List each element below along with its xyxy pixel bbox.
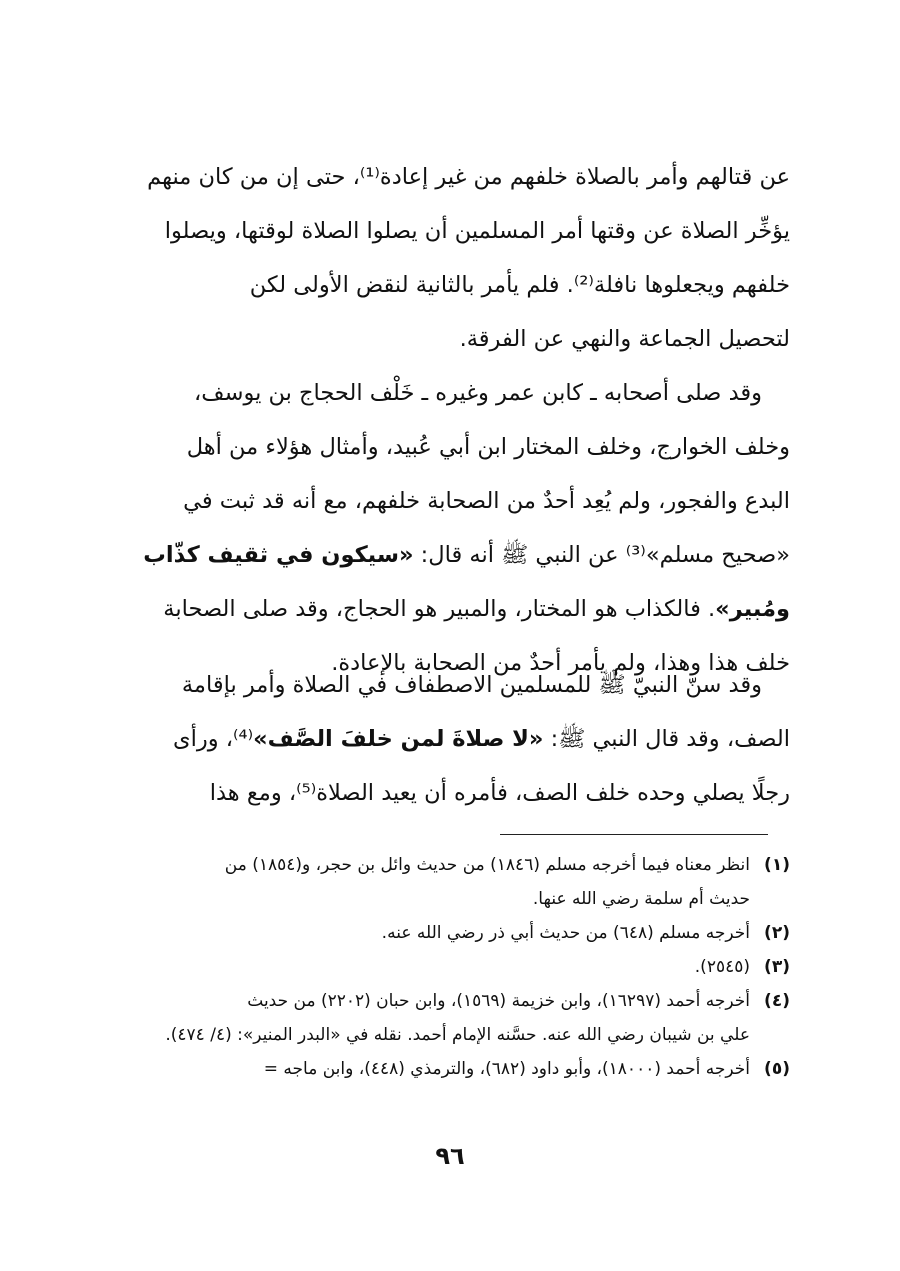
footnote-4-line-2: علي بن شيبان رضي الله عنه. حسَّنه الإمام أحمد. نقله في «البدر المنير»: (٤/ ٤٧٤). xyxy=(165,1025,750,1045)
paragraph-2-line-1: وقد صلى أصحابه ـ كابن عمر وغيره ـ خَلْف الحجاج بن يوسف، xyxy=(194,380,762,406)
footnote-5 xyxy=(104,1052,790,1086)
footnote-text xyxy=(104,848,750,916)
footnote-3-line-1: (٢٥٤٥). xyxy=(694,957,750,977)
paragraph-3-line-2-end: ⁽⁴⁾، ورأى xyxy=(172,726,254,752)
paragraph-3-line-1: وقد سنّ النبيّ ﷺ للمسلمين الاصطفاف في الصلاة وأمر بإقامة xyxy=(181,672,762,698)
paragraph-2 xyxy=(104,366,790,690)
footnote-1 xyxy=(104,848,790,916)
footnote-number: (٤) xyxy=(764,991,790,1011)
page-number: ٩٦ xyxy=(435,1142,465,1170)
paragraph-1-line-1: عن قتالهم وأمر بالصلاة خلفهم من غير إعادة⁽¹⁾، حتى إن من كان منهم xyxy=(147,164,790,190)
paragraph-1-line-3: خلفهم ويجعلوها نافلة⁽²⁾. فلم يأمر بالثانية لنقض الأولى لكن xyxy=(249,272,790,298)
paragraph-2-line-2: وخلف الخوارج، وخلف المختار ابن أبي عُبيد، وأمثال هؤلاء من أهل xyxy=(186,434,790,460)
footnote-divider xyxy=(500,834,768,835)
paragraph-2-line-3: البدع والفجور، ولم يُعِد أحدٌ من الصحابة خلفهم، مع أنه قد ثبت في xyxy=(183,488,790,514)
footnote-4-line-1: أخرجه أحمد (١٦٢٩٧)، وابن خزيمة (١٥٦٩)، وابن حبان (٢٢٠٢) من حديث xyxy=(247,991,750,1011)
paragraph-2-line-6: خلف هذا وهذا، ولم يأمر أحدٌ من الصحابة بالإعادة. xyxy=(331,650,790,676)
footnote-2 xyxy=(104,916,790,950)
paragraph-1-line-2: يؤخِّر الصلاة عن وقتها أمر المسلمين أن يصلوا الصلاة لوقتها، ويصلوا xyxy=(164,218,790,244)
footnote-1-line-1: انظر معناه فيما أخرجه مسلم (١٨٤٦) من حديث وائل بن حجر، و(١٨٥٤) من xyxy=(224,855,750,875)
paragraph-2-line-4-text: «صحيح مسلم»⁽³⁾ عن النبي ﷺ أنه قال: xyxy=(413,542,790,568)
paragraph-3 xyxy=(104,658,790,820)
paragraph-2-line-5 xyxy=(104,582,790,636)
hadith-quote-mubir: ومُبير» xyxy=(715,596,790,622)
footnote-text xyxy=(104,984,750,1052)
paragraph-2-line-4 xyxy=(104,528,790,582)
footnote-2-line-1: أخرجه مسلم (٦٤٨) من حديث أبي ذر رضي الله عنه. xyxy=(381,923,750,943)
paragraph-3-line-2-text: الصف، وقد قال النبي ﷺ: xyxy=(543,726,790,752)
hadith-quote-thaqif: «سيكون في ثقيف كذّاب xyxy=(143,542,414,568)
paragraph-1-line-4: لتحصيل الجماعة والنهي عن الفرقة. xyxy=(459,326,790,352)
paragraph-3-line-3: رجلًا يصلي وحده خلف الصف، فأمره أن يعيد الصلاة⁽⁵⁾، ومع هذا xyxy=(209,780,790,806)
footnote-number: (٢) xyxy=(764,923,790,943)
paragraph-3-line-2 xyxy=(104,712,790,766)
footnote-text xyxy=(104,1052,750,1086)
footnotes xyxy=(104,848,790,1086)
hadith-quote-saff: «لا صلاةَ لمن خلفَ الصَّف» xyxy=(253,726,544,752)
footnote-4 xyxy=(104,984,790,1052)
paragraph-2-line-5-text: . فالكذاب هو المختار، والمبير هو الحجاج، وقد صلى الصحابة xyxy=(163,596,716,622)
paragraph-1 xyxy=(104,150,790,366)
footnote-1-line-2: حديث أم سلمة رضي الله عنها. xyxy=(532,889,750,909)
footnote-text xyxy=(104,950,750,984)
footnote-number: (٥) xyxy=(764,1059,790,1079)
footnote-5-line-1: أخرجه أحمد (١٨٠٠٠)، وأبو داود (٦٨٢)، والترمذي (٤٤٨)، وابن ماجه = xyxy=(263,1059,750,1079)
footnote-text xyxy=(104,916,750,950)
footnote-number: (١) xyxy=(764,855,790,875)
footnote-number: (٣) xyxy=(764,957,790,977)
footnote-3 xyxy=(104,950,790,984)
